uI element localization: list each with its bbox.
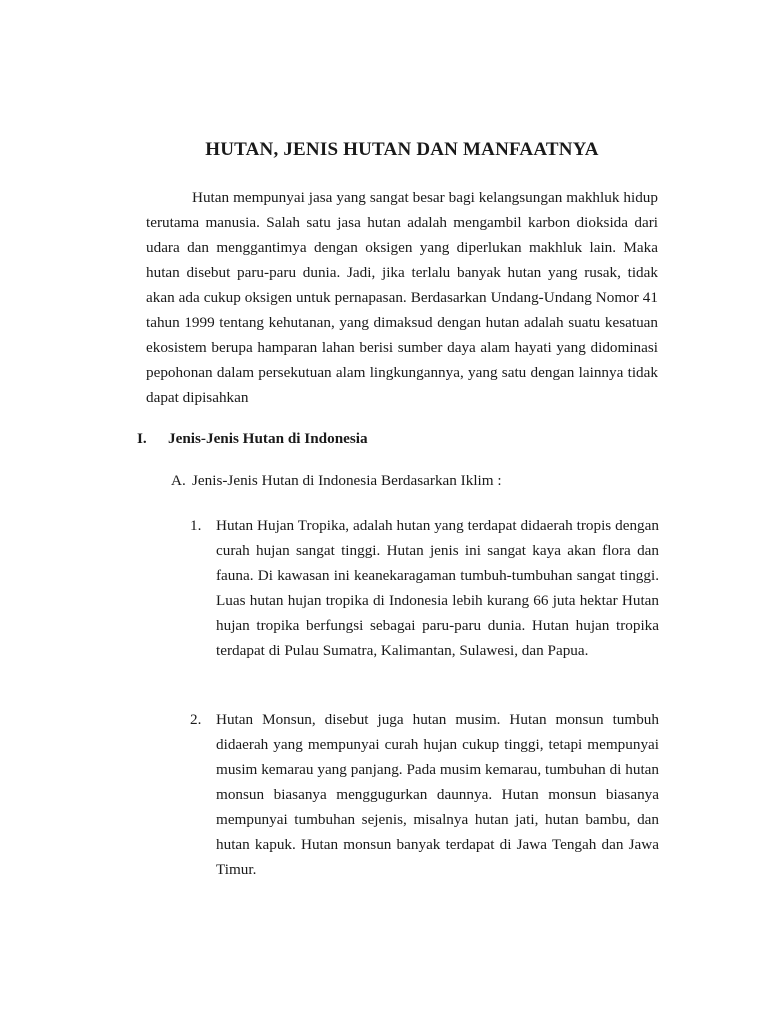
subsection-letter: A. xyxy=(171,472,186,489)
list-item-text: Hutan Hujan Tropika, adalah hutan yang terdapat didaerah tropis dengan curah hujan sangat tinggi. Hutan jenis ini sangat kaya akan flora dan fauna. Di kawasan ini keanekaragaman tumbuh-tumbuhan sangat tinggi. Luas hutan hujan tropika di Indonesia lebih kurang 66 juta hektar Hutan hujan tropika berfungsi sebagai paru-paru dunia. Hutan hujan tropika terdapat di Pulau Sumatra, Kalimantan, Sulawesi, dan Papua. xyxy=(216,517,659,659)
list-item-number: 2. xyxy=(190,711,202,728)
subsection-title: Jenis-Jenis Hutan di Indonesia Berdasarkan Iklim : xyxy=(192,472,502,489)
section-heading xyxy=(137,430,637,448)
intro-paragraph: Hutan mempunyai jasa yang sangat besar bagi kelangsungan makhluk hidup terutama manusia. Salah satu jasa hutan adalah mengambil karbon dioksida dari udara dan menggantimya dengan oksigen yang diperlukan makhluk lain. Maka hutan disebut paru-paru dunia. Jadi, jika terlalu banyak hutan yang rusak, tidak akan ada cukup oksigen untuk pernapasan. Berdasarkan Undang-Undang Nomor 41 tahun 1999 tentang kehutanan, yang dimaksud dengan hutan adalah suatu kesatuan ekosistem berupa hamparan lahan berisi sumber daya alam hayati yang didominasi pepohonan dalam persekutuan alam lingkungannya, yang satu dengan lainnya tidak dapat dipisahkan xyxy=(146,189,658,406)
section-title: Jenis-Jenis Hutan di Indonesia xyxy=(168,430,368,447)
list-item-text: Hutan Monsun, disebut juga hutan musim. Hutan monsun tumbuh didaerah yang mempunyai curah hujan cukup tinggi, tetapi mempunyai musim kemarau yang panjang. Pada musim kemarau, tumbuhan di hutan monsun biasanya menggugurkan daunnya. Hutan monsun biasanya mempunyai tumbuhan sejenis, misalnya hutan jati, hutan bambu, dan hutan kapuk. Hutan monsun banyak terdapat di Jawa Tengah dan Jawa Timur. xyxy=(216,711,659,878)
list-item xyxy=(190,513,660,663)
subsection-heading xyxy=(171,472,651,490)
list-item xyxy=(190,707,660,882)
list-item-number: 1. xyxy=(190,517,202,534)
document-title: HUTAN, JENIS HUTAN DAN MANFAATNYA xyxy=(205,139,599,160)
section-number: I. xyxy=(137,430,147,447)
